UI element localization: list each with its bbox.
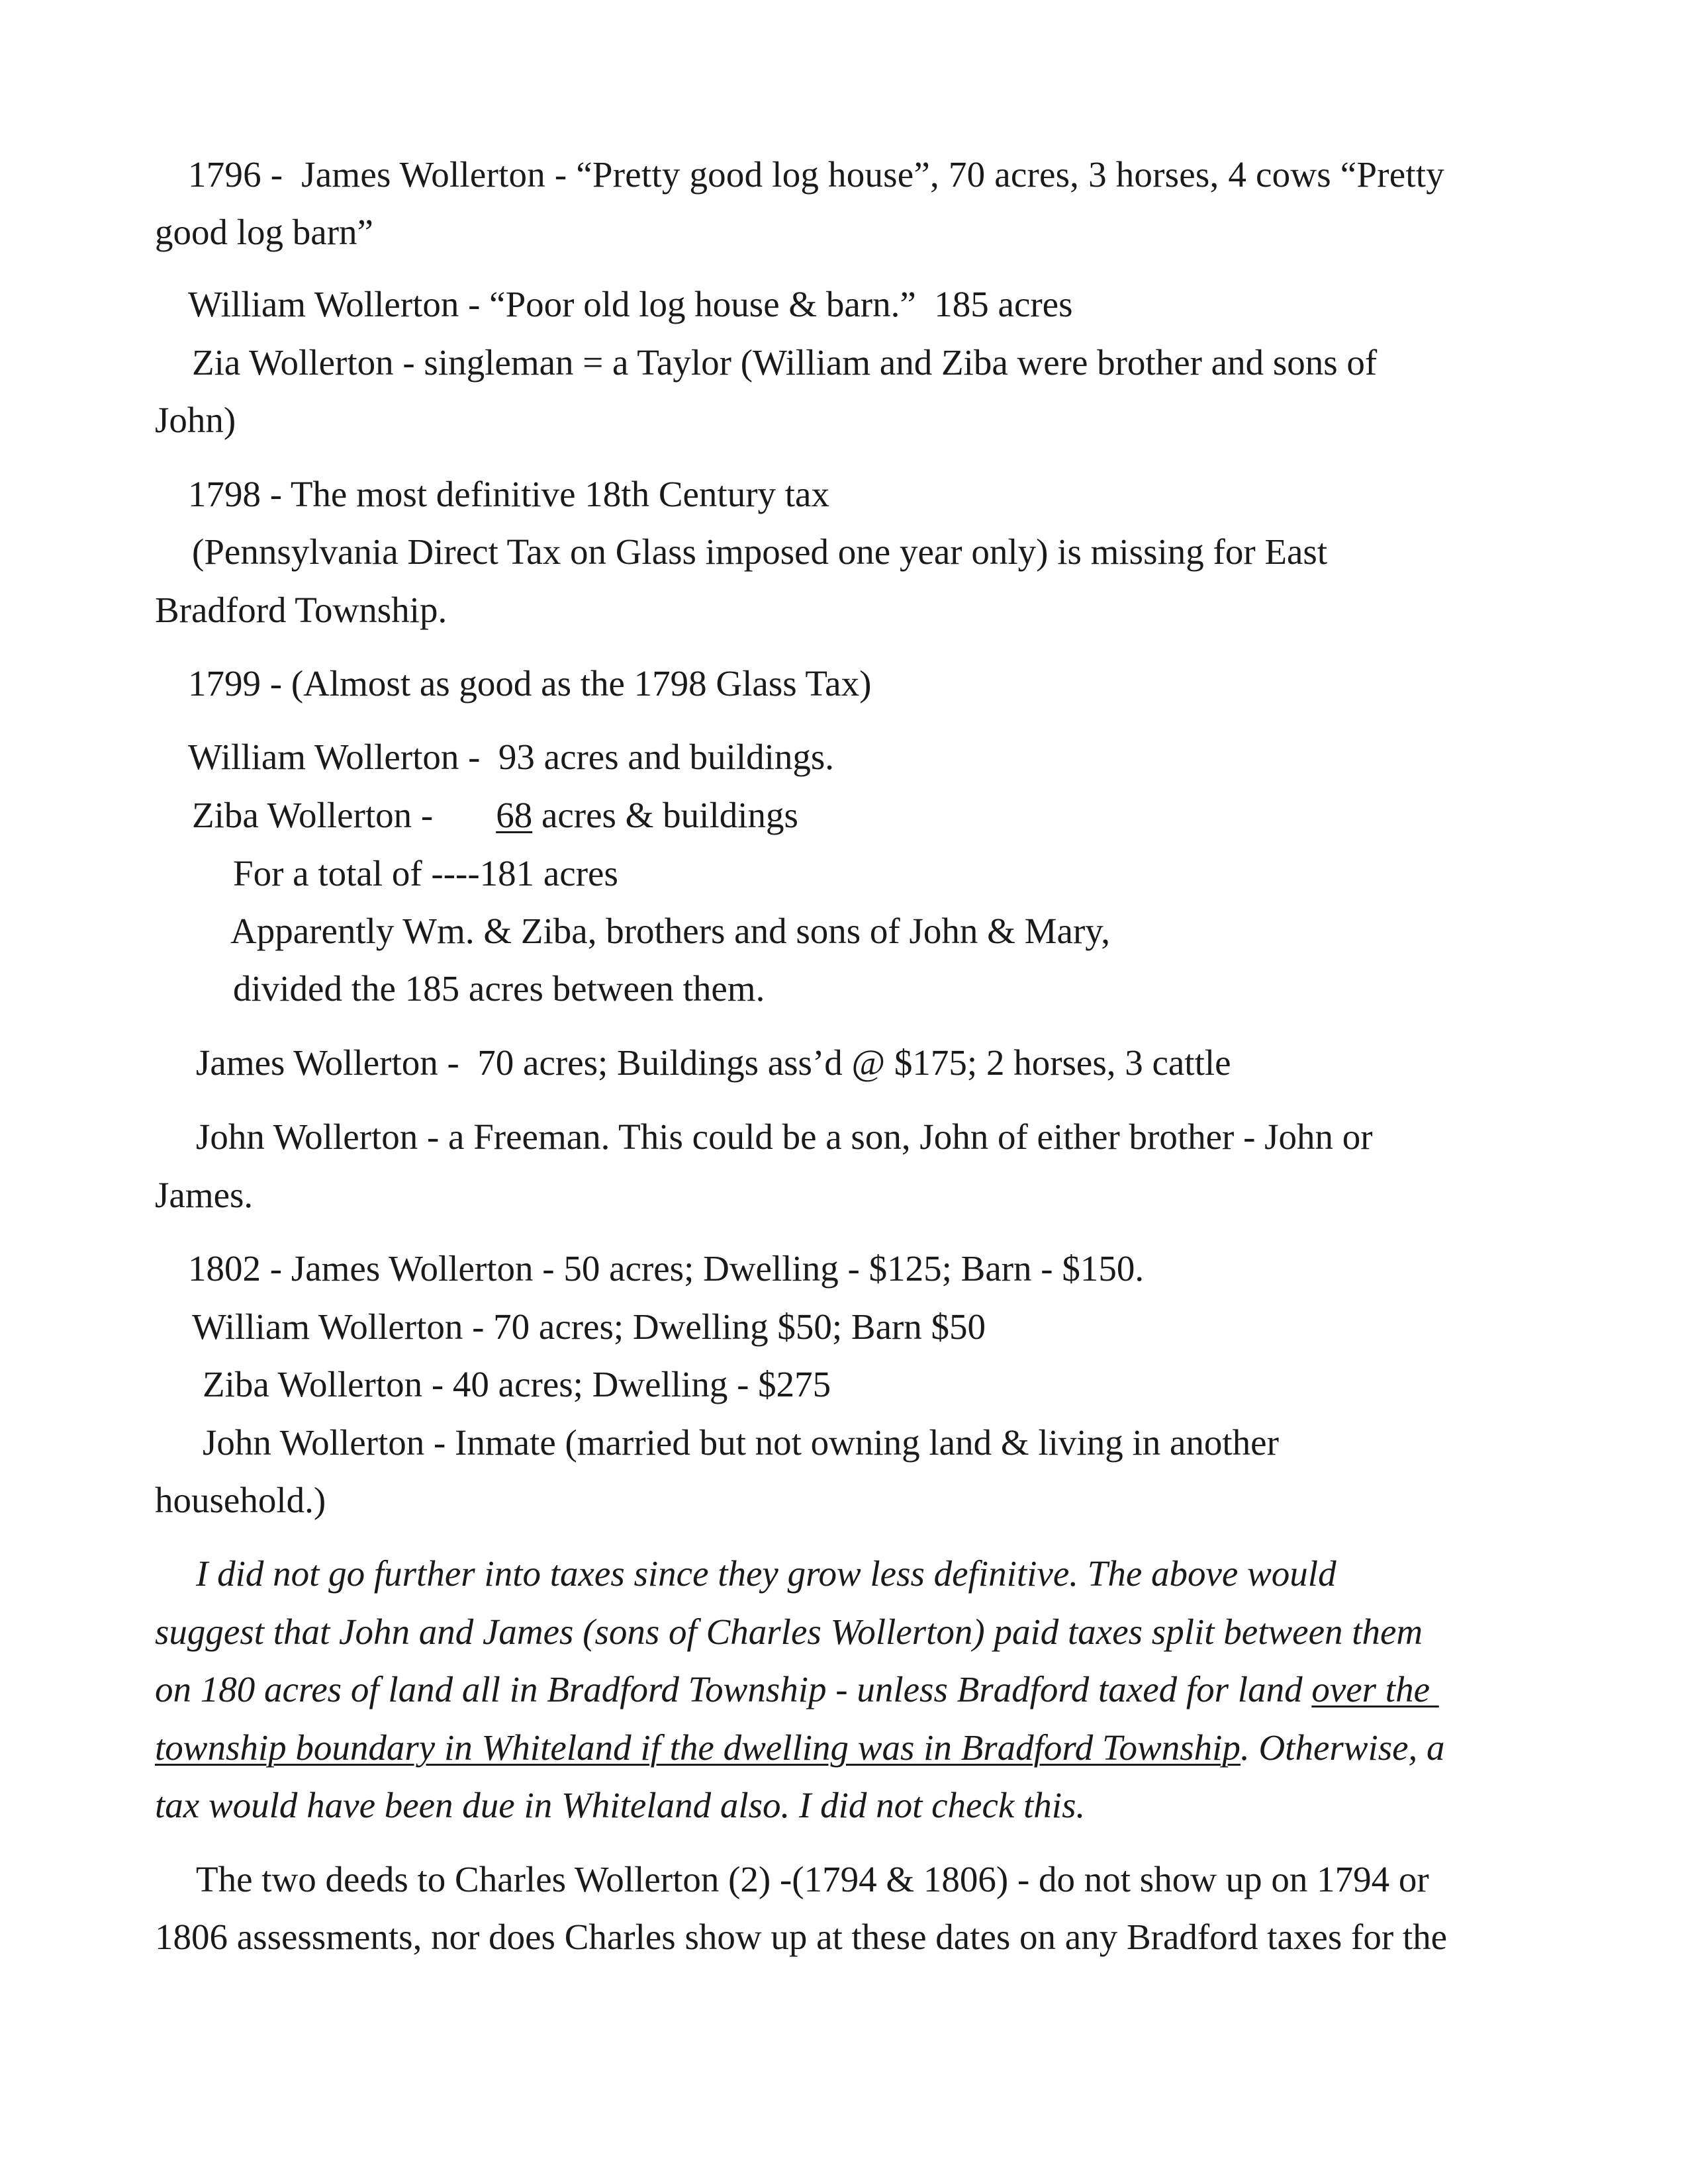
note-underlined-phrase-start: over the xyxy=(1311,1669,1439,1709)
deeds-line-2: 1806 assessments, nor does Charles show up at these dates on any Bradford taxes for the xyxy=(155,1917,1448,1957)
note-line-4 xyxy=(155,1729,1445,1766)
text-line-1799-james: James Wollerton - 70 acres; Buildings ass’d @ $175; 2 horses, 3 cattle xyxy=(196,1042,1231,1083)
ziba-label: Ziba Wollerton - xyxy=(192,795,434,835)
note-line-3-text: on 180 acres of land all in Bradford Township - unless Bradford taxed for land xyxy=(155,1669,1312,1709)
text-line-1802-james: 1802 - James Wollerton - 50 acres; Dwelling - $125; Barn - $150. xyxy=(188,1248,1145,1289)
text-line-1802-john-cont: household.) xyxy=(155,1480,326,1520)
text-line-1798-heading: 1798 - The most definitive 18th Century tax xyxy=(188,474,829,514)
note-line-1: I did not go further into taxes since they grow less definitive. The above would xyxy=(196,1553,1336,1594)
ziba-acres-underlined: 68 xyxy=(496,795,533,835)
text-line-1796-zia: Zia Wollerton - singleman = a Taylor (William and Ziba were brother and sons of xyxy=(192,342,1378,383)
text-line-1798-township: Bradford Township. xyxy=(155,590,447,630)
note-line-3 xyxy=(155,1671,1439,1707)
text-line-1799-total: For a total of ----181 acres xyxy=(233,853,618,893)
note-line-4-text: . Otherwise, a xyxy=(1240,1727,1445,1768)
text-line-1796-william: William Wollerton - “Poor old log house & barn.” 185 acres xyxy=(188,284,1073,324)
text-line-1799-john-cont: James. xyxy=(155,1175,254,1215)
ziba-acres-rest: acres & buildings xyxy=(532,795,798,835)
note-underlined-phrase-end: township boundary in Whiteland if the dwelling was in Bradford Township xyxy=(155,1727,1241,1768)
text-line-1798-glass-tax: (Pennsylvania Direct Tax on Glass imposed one year only) is missing for East xyxy=(192,531,1328,572)
text-line-1796-zia-cont: John) xyxy=(155,400,236,440)
text-line-1799-divided: divided the 185 acres between them. xyxy=(233,968,765,1009)
text-line-1802-john: John Wollerton - Inmate (married but not owning land & living in another xyxy=(203,1422,1279,1463)
text-line-1799-ziba xyxy=(192,797,798,833)
text-line-1802-william: William Wollerton - 70 acres; Dwelling $50; Barn $50 xyxy=(192,1306,986,1347)
text-line-1796-james-cont: good log barn” xyxy=(155,212,373,252)
note-line-5: tax would have been due in Whiteland also. I did not check this. xyxy=(155,1785,1086,1825)
deeds-line-1: The two deeds to Charles Wollerton (2) -(1794 & 1806) - do not show up on 1794 or xyxy=(196,1859,1429,1899)
note-line-2: suggest that John and James (sons of Charles Wollerton) paid taxes split between them xyxy=(155,1612,1423,1652)
text-line-1799-john: John Wollerton - a Freeman. This could be a son, John of either brother - John or xyxy=(196,1116,1373,1157)
text-line-1799-apparently: Apparently Wm. & Ziba, brothers and sons of John & Mary, xyxy=(230,911,1110,951)
text-line-1796-james: 1796 - James Wollerton - “Pretty good log house”, 70 acres, 3 horses, 4 cows “Pretty xyxy=(188,154,1444,195)
text-line-1799-william: William Wollerton - 93 acres and buildings. xyxy=(188,737,835,777)
text-line-1799-heading: 1799 - (Almost as good as the 1798 Glass Tax) xyxy=(188,663,872,704)
text-line-1802-ziba: Ziba Wollerton - 40 acres; Dwelling - $275 xyxy=(203,1364,831,1404)
